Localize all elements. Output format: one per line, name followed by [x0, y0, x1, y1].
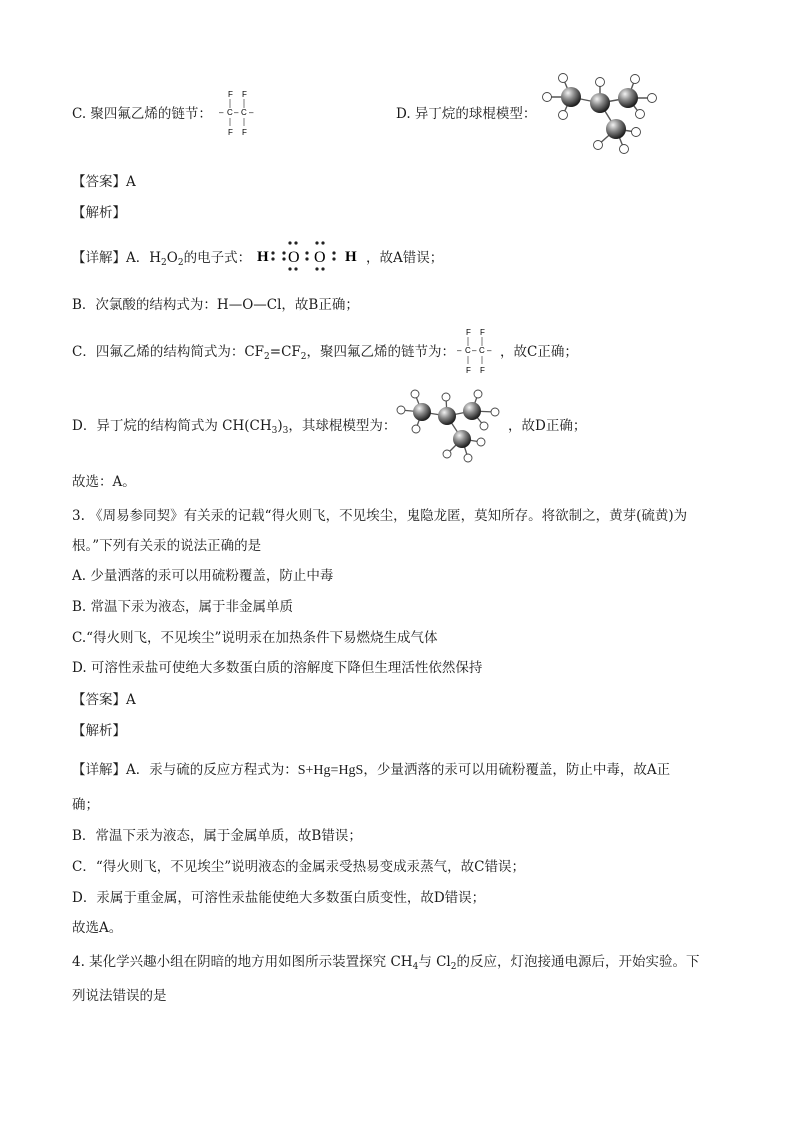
q2-detail-c-mid2: ，聚四氟乙烯的链节为： — [306, 344, 456, 360]
q2-detail-d-post: ，其球棍模型为： — [288, 418, 397, 434]
q4-stem-pre: 4. 某化学兴趣小组在阴暗的地方用如图所示装置探究 CH — [72, 954, 413, 970]
q2-detail-a — [72, 248, 251, 268]
q3-detail-a — [72, 760, 670, 781]
q2-detail-a-post: 的电子式： — [183, 250, 252, 266]
sub-2: 2 — [450, 962, 457, 972]
q2-detail-d — [72, 416, 396, 436]
chain-f2: F — [242, 90, 247, 99]
q3-detail-c: C．“得火则飞，不见埃尘”说明液态的金属汞受热易变成汞蒸气，故C错误； — [72, 859, 525, 875]
q2-detail-a-pre: 【详解】A．H — [72, 250, 162, 266]
q3-detail-b: B．常温下汞为液态，属于金属单质，故B错误； — [72, 828, 362, 844]
q3-option-a: A. 少量洒落的汞可以用硫粉覆盖，防止中毒 — [72, 568, 334, 584]
q3-detail-a-pre: 【详解】A．汞与硫的反应方程式为： — [72, 762, 298, 778]
chain-f3: F — [466, 366, 471, 375]
chain-unit-diagram-small — [218, 88, 258, 138]
q2-detail-d-tail: ，故D正确； — [508, 418, 587, 434]
chain-bond-mid: – — [472, 346, 477, 355]
chain-bond-mid: – — [234, 108, 239, 117]
q2-detail-a-tail: ，故A错误； — [366, 250, 444, 266]
chain-f1: F — [228, 90, 233, 99]
chain-bond-right: – — [487, 346, 492, 355]
chain-f1: F — [466, 328, 471, 337]
q2-detail-c-pre: C．四氟乙烯的结构简式为：CF — [72, 344, 265, 360]
sub-2: 2 — [264, 352, 270, 362]
chain-bond-left: – — [219, 108, 224, 117]
q3-option-b: B. 常温下汞为液态，属于非金属单质 — [72, 599, 294, 615]
ef-h1: H — [257, 249, 269, 265]
sub-2: 2 — [300, 352, 307, 362]
q3-stem-line2: 根。”下列有关汞的说法正确的是 — [72, 538, 262, 554]
q2-option-d-label: D. 异丁烷的球棍模型： — [396, 106, 537, 122]
q2-detail-d-mid: ) — [277, 418, 283, 434]
sub-4: 4 — [412, 962, 419, 972]
q3-option-d: D. 可溶性汞盐可使绝大多数蛋白质的溶解度下降但生理活性依然保持 — [72, 660, 483, 676]
reaction-equation: S+Hg=HgS — [297, 763, 364, 778]
chain-f4: F — [242, 128, 247, 137]
q3-answer: 【答案】A — [72, 692, 136, 708]
ef-h2: H — [345, 249, 357, 265]
q2-answer: 【答案】A — [72, 174, 136, 190]
chain-c1: C — [465, 346, 471, 355]
chain-c1: C — [227, 108, 233, 117]
q4-stem-line1 — [72, 952, 700, 972]
chain-c2: C — [479, 346, 485, 355]
q2-detail-a-mid: O — [166, 250, 178, 266]
ef-o2: O — [314, 249, 326, 266]
isobutane-ball-stick-model-small — [396, 386, 508, 466]
q4-stem-line2: 列说法错误的是 — [72, 988, 167, 1004]
sub-2: 2 — [161, 258, 167, 268]
chain-f4: F — [480, 366, 485, 375]
q3-detail-a-post: ，少量洒落的汞可以用硫粉覆盖，防止中毒，故A正 — [363, 762, 671, 778]
sub-2: 2 — [177, 258, 184, 268]
ef-o1: O — [288, 249, 300, 266]
q2-detail-c-tail: ，故C正确； — [500, 344, 578, 360]
chain-bond-left: – — [457, 346, 462, 355]
h2o2-electron-formula — [254, 238, 366, 274]
q3-stem-line1: 3. 《周易参同契》有关汞的记载“得火则飞，不见埃尘，鬼隐龙匿，莫知所存。将欲制之，黄芽(硫黄)为 — [72, 508, 688, 524]
q2-detail-c — [72, 342, 455, 362]
q2-option-c-label: C. 聚四氟乙烯的链节： — [72, 106, 212, 122]
chain-c2: C — [241, 108, 247, 117]
q2-detail-c-mid1: =CF — [269, 344, 301, 360]
q3-option-c: C.“得火则飞，不见埃尘”说明汞在加热条件下易燃烧生成气体 — [72, 630, 438, 646]
chain-f2: F — [480, 328, 485, 337]
q2-analysis-heading: 【解析】 — [72, 205, 126, 221]
q2-detail-d-pre: D．异丁烷的结构简式为 CH(CH — [72, 418, 272, 434]
q4-stem-post: 的反应，灯泡接通电源后，开始实验。下 — [456, 954, 700, 970]
chain-bond-right: – — [249, 108, 254, 117]
sub-3: 3 — [282, 426, 289, 436]
q4-stem-mid: 与 Cl — [418, 954, 451, 970]
q2-detail-b: B．次氯酸的结构式为：H—O—Cl，故B正确； — [72, 297, 359, 313]
q2-conclusion: 故选：A。 — [72, 474, 136, 490]
isobutane-ball-stick-model-large — [540, 70, 662, 156]
q3-detail-d: D．汞属于重金属，可溶性汞盐能使绝大多数蛋白质变性，故D错误； — [72, 890, 486, 906]
q3-analysis-heading: 【解析】 — [72, 723, 126, 739]
q2-option-d — [396, 104, 536, 124]
sub-3: 3 — [271, 426, 278, 436]
q2-option-c — [72, 104, 212, 124]
q3-detail-a-cont: 确； — [72, 797, 99, 813]
q3-conclusion: 故选A。 — [72, 920, 123, 936]
chain-f3: F — [228, 128, 233, 137]
chain-unit-diagram-inline — [456, 326, 496, 376]
